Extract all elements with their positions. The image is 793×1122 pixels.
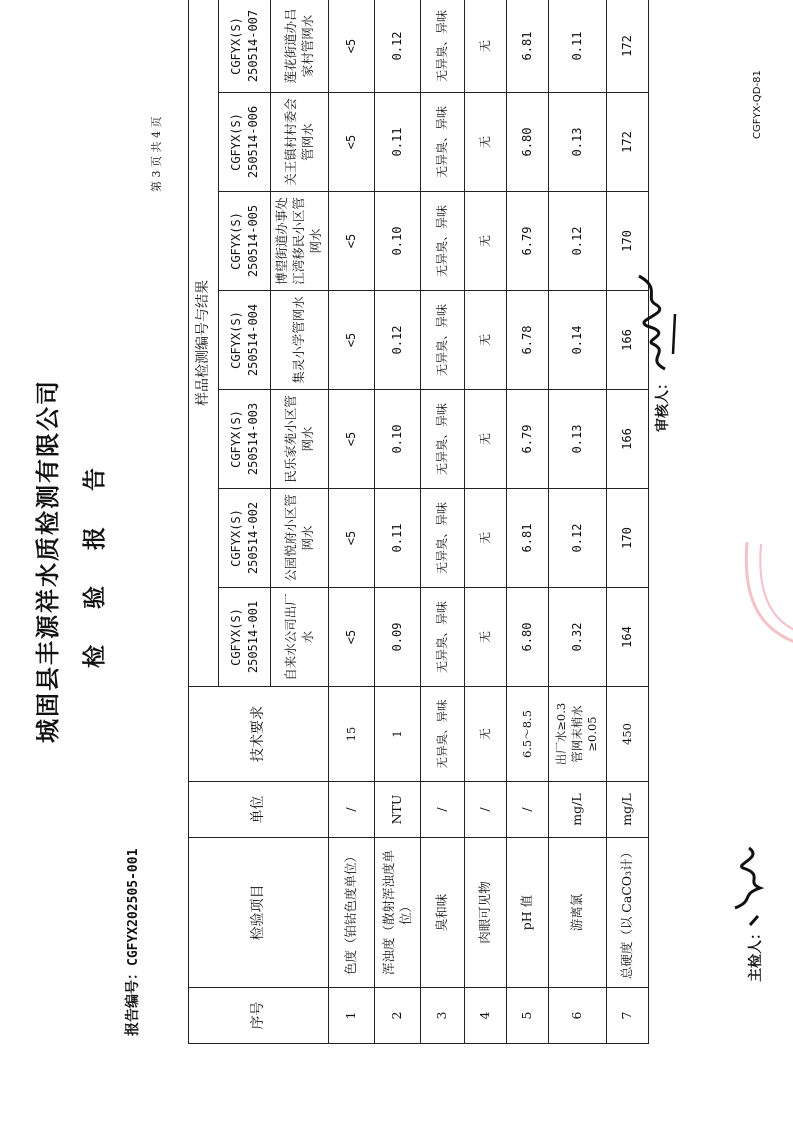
row-seq: 5 <box>507 988 549 1044</box>
row-unit: NTU <box>375 782 421 838</box>
result-cell: 0.10 <box>375 390 421 489</box>
report-title: 检 验 报 告 <box>81 453 108 669</box>
report-number-label: 报告编号： <box>125 966 141 1036</box>
result-cell: 164 <box>607 588 649 687</box>
result-cell: 0.09 <box>375 588 421 687</box>
result-cell: 0.12 <box>375 0 421 93</box>
sample-code: CGFYX(S) 250514-003 <box>219 390 271 489</box>
table-row <box>421 0 465 1044</box>
row-unit: mg/L <box>607 782 649 838</box>
sample-code: CGFYX(S) 250514-005 <box>219 192 271 291</box>
table-row <box>375 0 421 1044</box>
row-requirement: 无 <box>465 687 507 782</box>
row-item: 游离氯 <box>549 838 607 988</box>
result-cell: 无 <box>465 588 507 687</box>
sample-name: 民乐家苑小区管网水 <box>271 390 329 489</box>
result-cell: <5 <box>329 192 375 291</box>
company-name: 城固县丰源祥水质检测有限公司 <box>33 379 62 743</box>
sample-name: 集灵小学管网水 <box>271 291 329 390</box>
row-item: pH 值 <box>507 838 549 988</box>
result-cell: 0.13 <box>549 93 607 192</box>
result-cell: 170 <box>607 489 649 588</box>
row-requirement: 无异臭、异味 <box>421 687 465 782</box>
row-unit: / <box>507 782 549 838</box>
row-seq: 7 <box>607 988 649 1044</box>
row-seq: 2 <box>375 988 421 1044</box>
result-cell: 无 <box>465 192 507 291</box>
reviewer-signature <box>625 264 685 374</box>
row-unit: / <box>421 782 465 838</box>
sample-code: CGFYX(S) 250514-004 <box>219 291 271 390</box>
header-unit: 单位 <box>189 782 329 838</box>
sample-name: 自来水公司出厂水 <box>271 588 329 687</box>
result-cell: <5 <box>329 489 375 588</box>
sample-name: 关王镇村村委会管网水 <box>271 93 329 192</box>
result-cell: 无异臭、异味 <box>421 93 465 192</box>
result-cell: 170 <box>607 192 649 291</box>
row-unit: / <box>329 782 375 838</box>
page-number: 第 3 页 共 4 页 <box>150 116 163 192</box>
result-cell: 6.80 <box>507 93 549 192</box>
result-cell: 172 <box>607 93 649 192</box>
result-cell: 无 <box>465 489 507 588</box>
result-cell: <5 <box>329 390 375 489</box>
row-seq: 3 <box>421 988 465 1044</box>
result-cell: 无异臭、异味 <box>421 192 465 291</box>
table-row <box>607 0 649 1044</box>
result-cell: 166 <box>607 390 649 489</box>
result-cell: <5 <box>329 93 375 192</box>
result-cell: 6.81 <box>507 0 549 93</box>
header-requirement: 技术要求 <box>189 687 329 782</box>
row-item: 色度（铂钴色度单位） <box>329 838 375 988</box>
result-cell: 0.10 <box>375 192 421 291</box>
row-seq: 4 <box>465 988 507 1044</box>
result-cell: <5 <box>329 0 375 93</box>
official-seal-fragment <box>735 532 793 652</box>
sample-name: 公园悦府小区管网水 <box>271 489 329 588</box>
result-cell: 无异臭、异味 <box>421 0 465 93</box>
table-row <box>549 0 607 1044</box>
inspector-signature <box>725 840 775 930</box>
sample-name: 博望街道办事处江湾移民小区管网水 <box>271 192 329 291</box>
row-requirement: 1 <box>375 687 421 782</box>
header-seq: 序号 <box>189 988 329 1044</box>
row-item: 浑浊度（散射浑浊度单位） <box>375 838 421 988</box>
row-unit: / <box>465 782 507 838</box>
result-cell: 0.11 <box>375 93 421 192</box>
result-cell: 0.14 <box>549 291 607 390</box>
result-cell: 无异臭、异味 <box>421 291 465 390</box>
result-cell: 0.32 <box>549 588 607 687</box>
row-item: 肉眼可见物 <box>465 838 507 988</box>
result-cell: <5 <box>329 291 375 390</box>
result-cell: 无异臭、异味 <box>421 489 465 588</box>
result-cell: 无 <box>465 390 507 489</box>
result-cell: 0.11 <box>549 0 607 93</box>
result-cell: 0.12 <box>549 192 607 291</box>
inspector-label: 主检人： <box>748 926 764 982</box>
results-table <box>188 0 649 1044</box>
result-cell: 无 <box>465 291 507 390</box>
row-item: 臭和味 <box>421 838 465 988</box>
result-cell: 6.78 <box>507 291 549 390</box>
result-cell: 166 <box>607 291 649 390</box>
sample-code: CGFYX(S) 250514-001 <box>219 588 271 687</box>
result-cell: 0.13 <box>549 390 607 489</box>
result-cell: 0.11 <box>375 489 421 588</box>
header-item: 检验项目 <box>189 838 329 988</box>
row-seq: 6 <box>549 988 607 1044</box>
result-cell: 0.12 <box>375 291 421 390</box>
sample-code: CGFYX(S) 250514-002 <box>219 489 271 588</box>
sample-code: CGFYX(S) 250514-006 <box>219 93 271 192</box>
result-cell: 6.81 <box>507 489 549 588</box>
result-cell: 无异臭、异味 <box>421 390 465 489</box>
result-cell: 无异臭、异味 <box>421 588 465 687</box>
reviewer-label: 审核人： <box>655 376 671 432</box>
sample-name: 莲花街道办吕家村管网水 <box>271 0 329 93</box>
document-id: CGFYX-QD-81 <box>752 70 763 139</box>
table-row <box>465 0 507 1044</box>
row-unit: mg/L <box>549 782 607 838</box>
row-seq: 1 <box>329 988 375 1044</box>
result-cell: 0.12 <box>549 489 607 588</box>
row-requirement: 出厂水≥0.3 管网末梢水≥0.05 <box>549 687 607 782</box>
table-row <box>329 0 375 1044</box>
sample-code: CGFYX(S) 250514-007 <box>219 0 271 93</box>
result-cell: 无 <box>465 0 507 93</box>
report-number-value: CGFYX202505-001 <box>126 848 141 966</box>
result-cell: 6.80 <box>507 588 549 687</box>
result-cell: <5 <box>329 588 375 687</box>
result-cell: 无 <box>465 93 507 192</box>
header-sample-group: 样品检测编号与结果 <box>189 0 219 687</box>
row-requirement: 6.5～8.5 <box>507 687 549 782</box>
result-cell: 6.79 <box>507 390 549 489</box>
row-requirement: 15 <box>329 687 375 782</box>
row-requirement: 450 <box>607 687 649 782</box>
table-row <box>507 0 549 1044</box>
row-item: 总硬度（以 CaCO₃计） <box>607 838 649 988</box>
result-cell: 6.79 <box>507 192 549 291</box>
result-cell: 172 <box>607 0 649 93</box>
report-number <box>122 849 144 1036</box>
